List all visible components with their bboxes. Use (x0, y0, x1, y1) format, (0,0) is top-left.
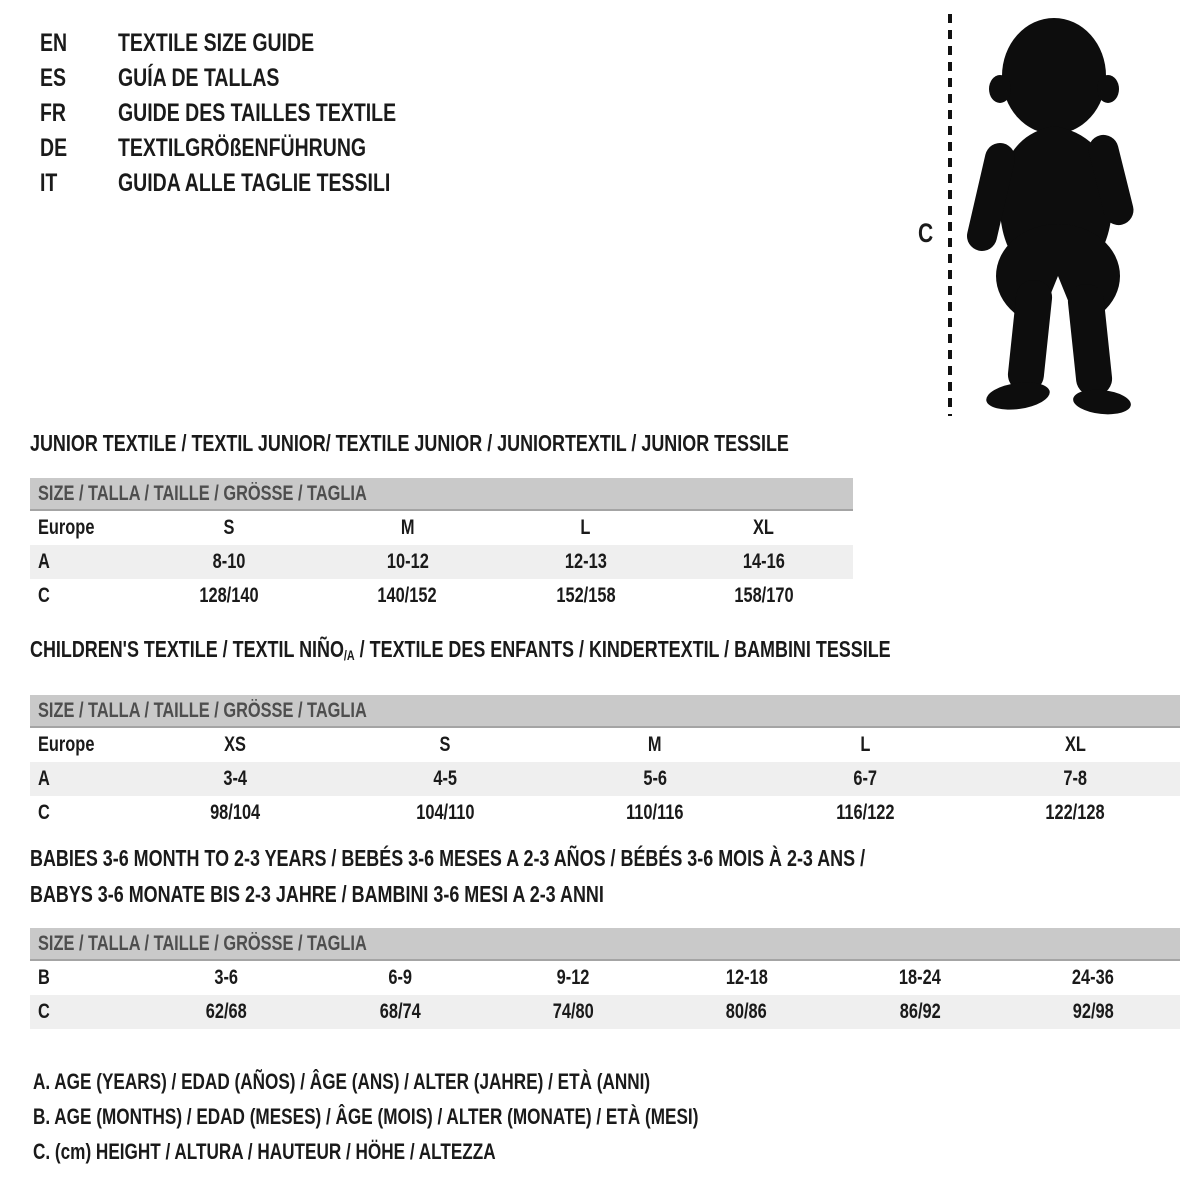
table-row (30, 728, 1180, 762)
size-cell: 68/74 (379, 1000, 421, 1023)
table-row (30, 796, 1180, 830)
language-code: DE (40, 134, 68, 162)
language-title: GUIDE DES TAILLES TEXTILE (118, 99, 397, 127)
size-cell: 98/104 (209, 801, 261, 825)
size-cell: XL (753, 516, 775, 539)
size-cell: 6-7 (853, 767, 877, 791)
size-cell: 9-12 (556, 966, 590, 989)
size-cell: 24-36 (1072, 966, 1115, 989)
language-row (40, 131, 475, 166)
size-cell: 8-10 (212, 550, 246, 573)
language-title: GUIDA ALLE TAGLIE TESSILI (118, 169, 391, 197)
row-label: C (38, 801, 50, 825)
size-cell: 3-6 (214, 966, 239, 989)
section-babies-title-line1: BABIES 3-6 MONTH TO 2-3 YEARS / BEBÉS 3-6 MESES A 2-3 AÑOS / BÉBÉS 3-6 MOIS À 2-3 ANS / (30, 845, 866, 871)
language-row (40, 96, 475, 131)
size-cell: 6-9 (388, 966, 412, 989)
size-cell: 122/128 (1045, 801, 1105, 825)
table-row (30, 579, 853, 613)
language-title: TEXTILGRÖßENFÜHRUNG (118, 134, 367, 162)
size-cell: 12-18 (725, 966, 768, 989)
size-cell: S (439, 733, 451, 757)
size-cell: 86/92 (899, 1000, 941, 1023)
row-label: A (38, 550, 50, 573)
language-row (40, 61, 475, 96)
language-title: TEXTILE SIZE GUIDE (118, 29, 315, 57)
table-row (30, 511, 853, 545)
size-cell: 128/140 (199, 584, 259, 607)
size-header-bar: SIZE / TALLA / TAILLE / GRÖSSE / TAGLIA (30, 695, 1180, 728)
size-cell: 14-16 (742, 550, 785, 573)
legend-line-c: C. (cm) HEIGHT / ALTURA / HAUTEUR / HÖHE / ALTEZZA (33, 1138, 496, 1164)
section-junior-title: JUNIOR TEXTILE / TEXTIL JUNIOR/ TEXTILE JUNIOR / JUNIORTEXTIL / JUNIOR TESSILE (30, 430, 789, 456)
size-cell: 140/152 (377, 584, 437, 607)
language-title: GUÍA DE TALLAS (118, 64, 280, 92)
size-cell: 110/116 (626, 801, 684, 825)
size-header-bar: SIZE / TALLA / TAILLE / GRÖSSE / TAGLIA (30, 478, 853, 511)
table-row (30, 995, 1180, 1029)
size-cell: 92/98 (1072, 1000, 1114, 1023)
size-cell: 5-6 (643, 767, 667, 791)
size-cell: XS (224, 733, 246, 757)
section-babies (30, 840, 1180, 1029)
section-children (30, 636, 1180, 830)
table-row (30, 762, 1180, 796)
size-cell: M (648, 733, 662, 757)
size-cell: 3-4 (223, 767, 247, 791)
size-cell: XL (1064, 733, 1086, 757)
height-measure-figure (902, 10, 1187, 422)
size-cell: 104/110 (415, 801, 475, 825)
table-row (30, 545, 853, 579)
language-code: IT (40, 169, 58, 197)
legend-line-b: B. AGE (MONTHS) / EDAD (MESES) / ÂGE (MOIS) / ALTER (MONATE) / ETÀ (MESI) (33, 1103, 699, 1129)
section-junior (30, 430, 853, 613)
language-title-list (40, 26, 475, 201)
size-cell: 74/80 (552, 1000, 594, 1023)
row-label: C (38, 584, 50, 607)
size-header-bar: SIZE / TALLA / TAILLE / GRÖSSE / TAGLIA (30, 928, 1180, 961)
size-cell: 10-12 (386, 550, 429, 573)
section-babies-title-line2: BABYS 3-6 MONATE BIS 2-3 JAHRE / BAMBINI 3-6 MESI A 2-3 ANNI (30, 881, 604, 907)
size-cell: 12-13 (564, 550, 607, 573)
size-cell: 7-8 (1063, 767, 1087, 791)
size-cell: L (580, 516, 591, 539)
size-cell: 158/170 (734, 584, 794, 607)
size-cell: 18-24 (899, 966, 941, 989)
size-cell: M (400, 516, 415, 539)
row-label: Europe (38, 516, 95, 539)
size-cell: 152/158 (556, 584, 616, 607)
size-cell: S (223, 516, 235, 539)
size-cell: 62/68 (206, 1000, 248, 1023)
row-label: Europe (38, 733, 95, 757)
size-cell: L (859, 733, 870, 757)
language-code: EN (40, 29, 68, 57)
language-row (40, 166, 475, 201)
legend-line-a: A. AGE (YEARS) / EDAD (AÑOS) / ÂGE (ANS) / ALTER (JAHRE) / ETÀ (ANNI) (33, 1068, 651, 1094)
legend (33, 1064, 886, 1169)
toddler-silhouette-image (902, 10, 1187, 422)
row-label: B (38, 966, 50, 989)
size-cell: 116/122 (835, 801, 895, 825)
language-code: FR (40, 99, 66, 127)
size-cell: 80/86 (726, 1000, 768, 1023)
language-row (40, 26, 475, 61)
size-cell: 4-5 (433, 767, 457, 791)
language-code: ES (40, 64, 67, 92)
section-children-title: CHILDREN'S TEXTILE / TEXTIL NIÑO/A / TEXTILE DES ENFANTS / KINDERTEXTIL / BAMBINI TESSILE (30, 636, 891, 664)
height-measure-label: C (918, 218, 934, 248)
row-label: C (38, 1000, 50, 1023)
table-row (30, 961, 1180, 995)
row-label: A (38, 767, 50, 791)
